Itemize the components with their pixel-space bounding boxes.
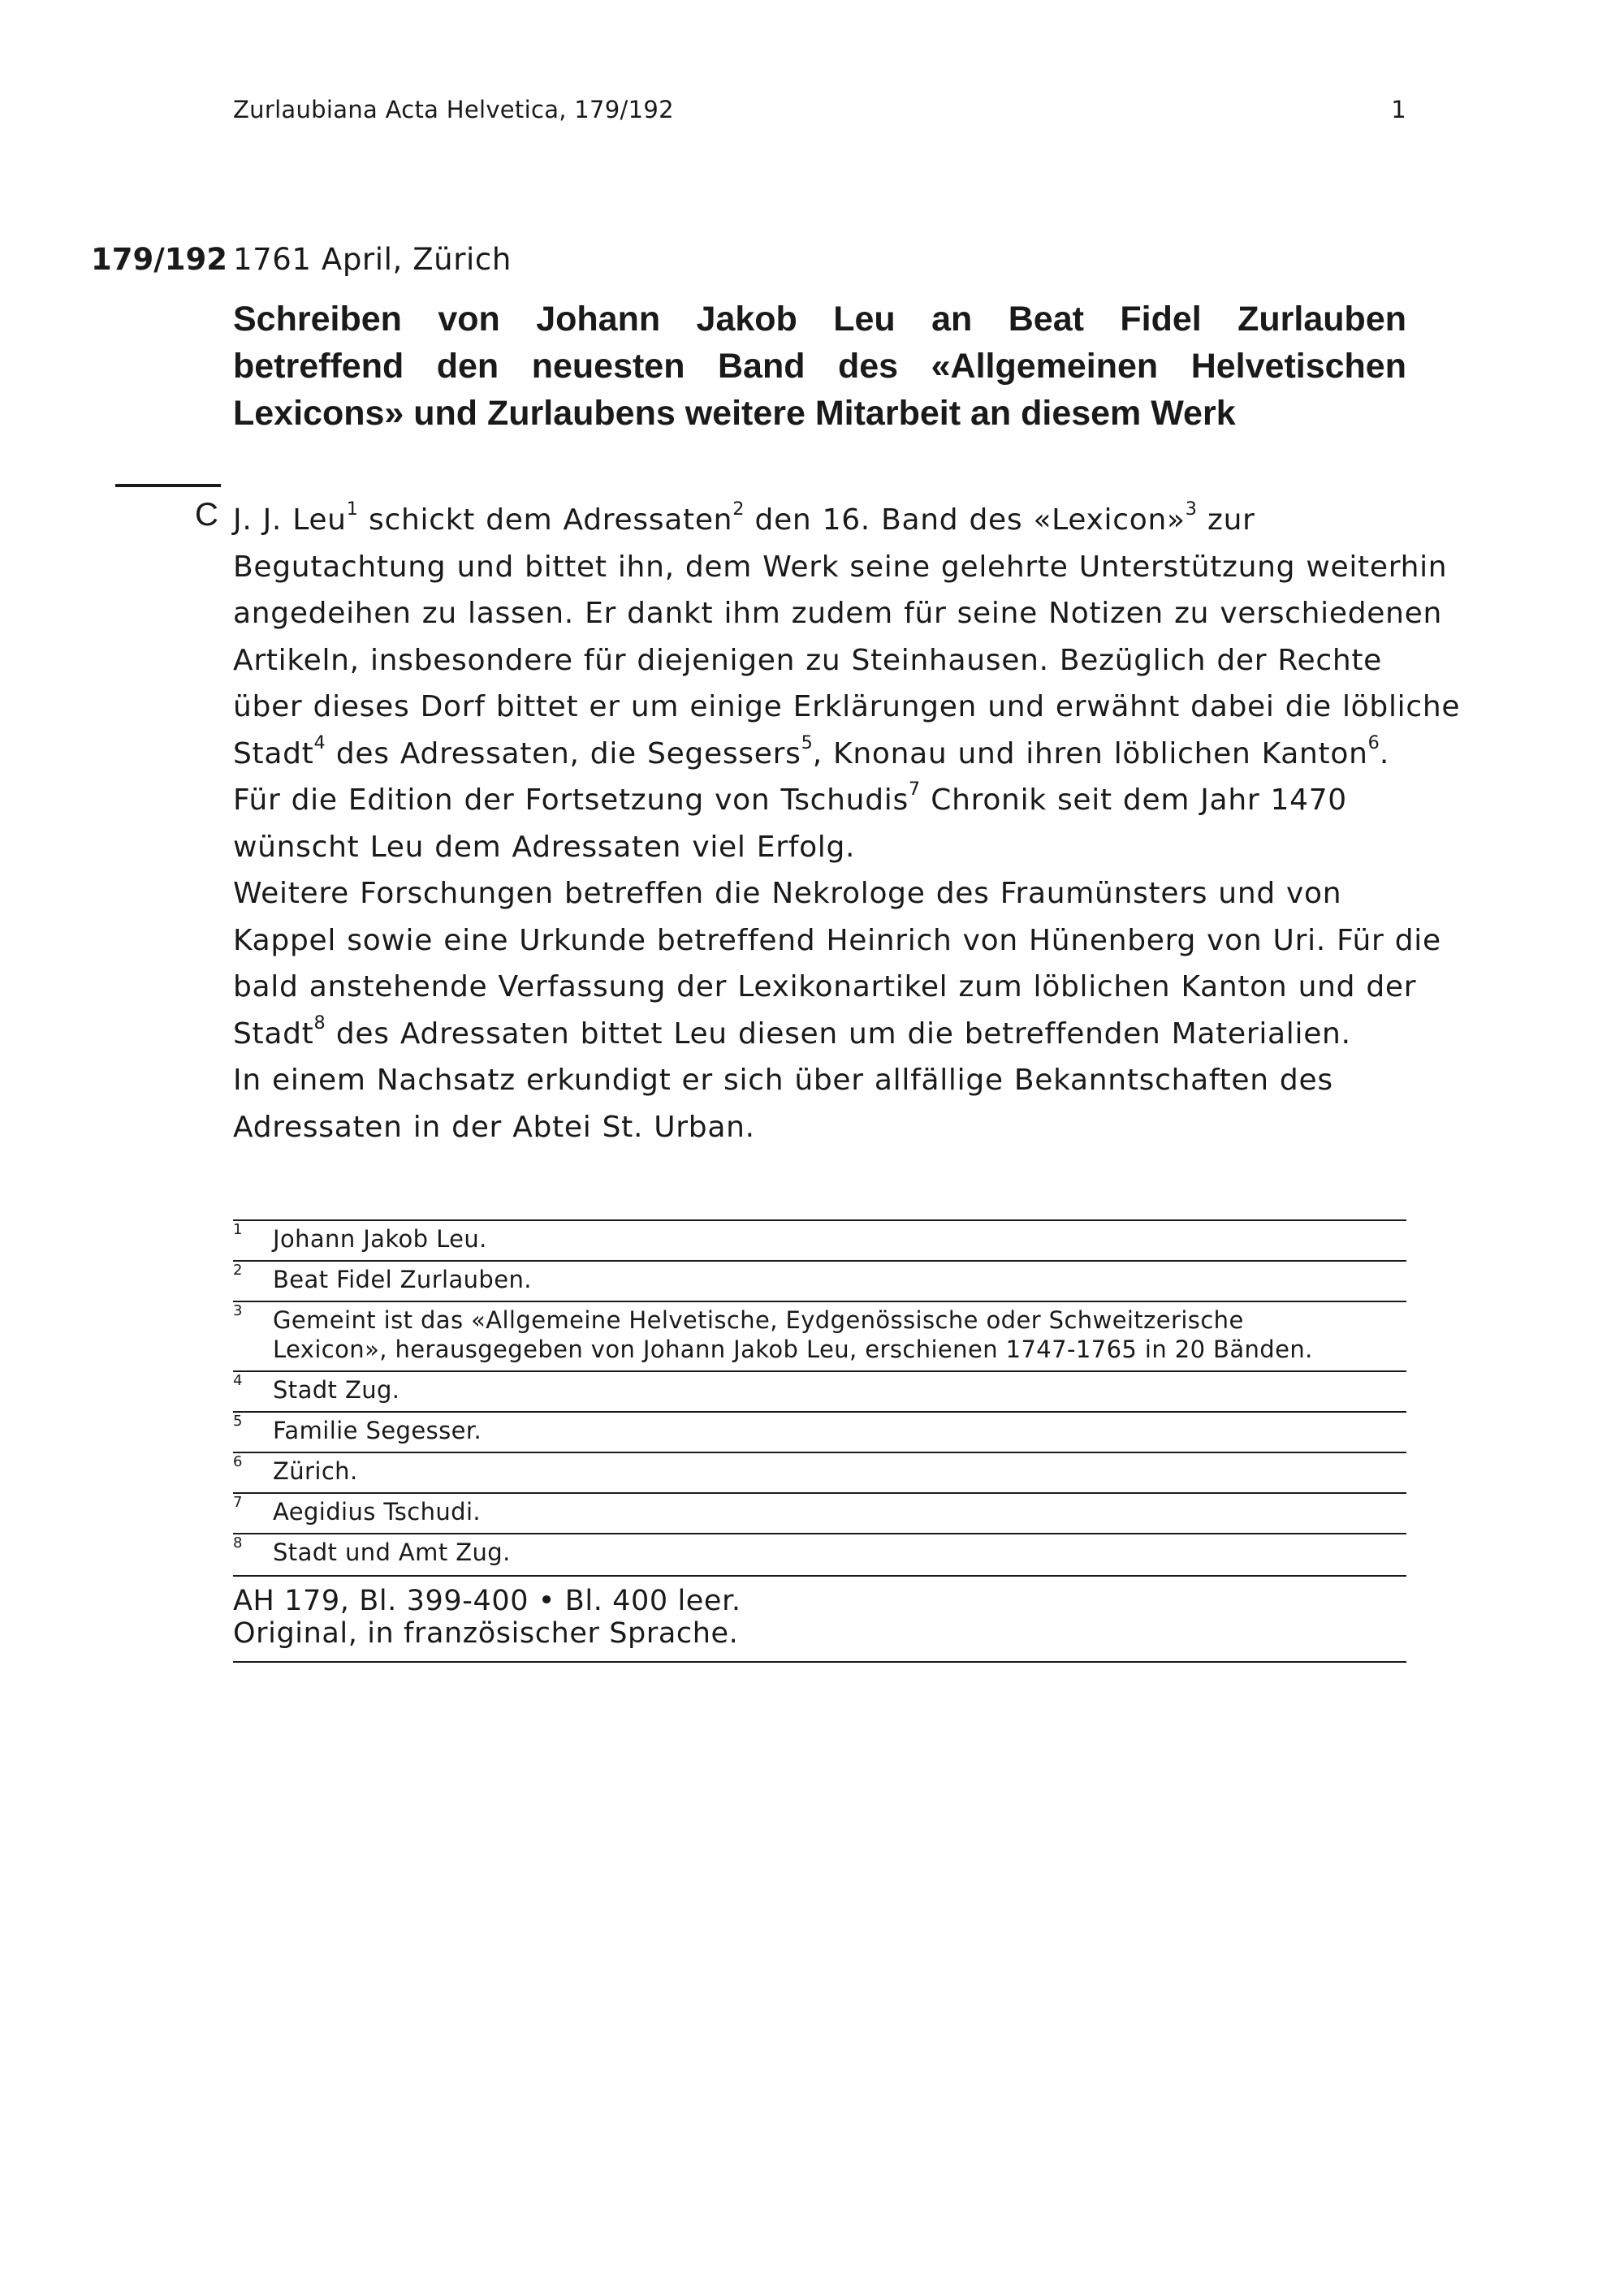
footnote-text: Zürich. xyxy=(273,1457,358,1485)
footnote-ref: 8 xyxy=(313,1012,326,1034)
footnote-text: Lexicon», herausgegeben von Johann Jakob Leu, erschienen 1747-1765 in 20 Bänden. xyxy=(273,1336,1313,1363)
footnote xyxy=(233,1301,1406,1370)
summary-line: wünscht Leu dem Adressaten viel Erfolg. xyxy=(233,830,856,864)
footnote-text: Familie Segesser. xyxy=(273,1417,482,1444)
footnote-text: Gemeint ist das «Allgemeine Helvetische, Eydgenössische oder Schweitzerische xyxy=(273,1306,1244,1334)
page-number: 1 xyxy=(1391,96,1406,123)
footnote-number: 2 xyxy=(233,1262,243,1279)
summary-line: angedeihen zu lassen. Er dankt ihm zudem für seine Notizen zu verschiedenen xyxy=(233,597,1442,630)
source-note xyxy=(233,1575,1406,1663)
summary-line: Artikeln, insbesondere für diejenigen zu Steinhausen. Bezüglich der Rechte xyxy=(233,643,1383,677)
summary-line: über dieses Dorf bittet er um einige Erklärungen und erwähnt dabei die löbliche xyxy=(233,690,1461,723)
summary-line: Stadt$^4$ des Adressaten, die Segessers$^5$, Knonau und ihren löblichen Kanton$^6$. xyxy=(233,732,1389,770)
summary-text xyxy=(233,497,1461,1150)
running-header xyxy=(233,96,1406,128)
footnote-ref: 3 xyxy=(1185,498,1197,520)
summary-line: Adressaten in der Abtei St. Urban. xyxy=(233,1110,755,1144)
footnote-ref: 2 xyxy=(732,498,745,520)
summary-line: Weitere Forschungen betreffen die Nekrologe des Fraumünsters und von xyxy=(233,877,1342,910)
document-number: 179/192 xyxy=(91,242,227,277)
footnote-text: Aegidius Tschudi. xyxy=(273,1498,482,1526)
footnote-number: 1 xyxy=(233,1221,243,1238)
running-title: Zurlaubiana Acta Helvetica, 179/192 xyxy=(233,96,674,123)
title-line: Lexicons» und Zurlaubens weitere Mitarbeit an diesem Werk xyxy=(233,394,1236,433)
summary-line: Begutachtung und bittet ihn, dem Werk seine gelehrte Unterstützung weiterhin xyxy=(233,550,1448,584)
footnote xyxy=(233,1452,1406,1492)
footnote-text: Johann Jakob Leu. xyxy=(273,1225,487,1253)
source-line: AH 179, Bl. 399-400 • Bl. 400 leer. xyxy=(233,1585,741,1617)
summary-line: J. J. Leu$^1$ schickt dem Adressaten$^2$ den 16. Band des «Lexicon»$^3$ zur xyxy=(233,498,1255,537)
summary-line: Stadt$^8$ des Adressaten bittet Leu diesen um die betreffenden Materialien. xyxy=(233,1012,1351,1051)
footnote-ref: 5 xyxy=(801,732,813,753)
footnote-number: 4 xyxy=(233,1372,243,1389)
summary-line: Für die Edition der Fortsetzung von Tschudis$^7$ Chronik seit dem Jahr 1470 xyxy=(233,779,1347,817)
footnote xyxy=(233,1492,1406,1533)
footnote-number: 6 xyxy=(233,1453,243,1470)
title-line: Schreiben von Johann Jakob Leu an Beat Fidel Zurlauben xyxy=(233,300,1406,339)
footnote xyxy=(233,1533,1406,1573)
footnote-ref: 4 xyxy=(313,732,326,753)
footnote-ref: 7 xyxy=(908,779,921,801)
footnote-number: 8 xyxy=(233,1534,243,1552)
summary-line: In einem Nachsatz erkundigt er sich über allfällige Bekanntschaften des xyxy=(233,1064,1333,1097)
section-rule xyxy=(115,484,221,487)
document-dateline: 1761 April, Zürich xyxy=(233,242,512,277)
summary-marker: C xyxy=(195,497,218,533)
footnote-text: Stadt Zug. xyxy=(273,1376,400,1404)
document-title xyxy=(233,296,1406,437)
title-line: betreffend den neuesten Band des «Allgemeinen Helvetischen xyxy=(233,347,1406,386)
footnote-ref: 6 xyxy=(1367,732,1380,753)
footnotes xyxy=(233,1219,1406,1573)
footnote-text: Beat Fidel Zurlauben. xyxy=(273,1266,532,1293)
footnote xyxy=(233,1411,1406,1452)
footnote-number: 7 xyxy=(233,1494,243,1511)
footnote xyxy=(233,1370,1406,1411)
footnote-number: 5 xyxy=(233,1413,243,1430)
summary-line: Kappel sowie eine Urkunde betreffend Heinrich von Hünenberg von Uri. Für die xyxy=(233,923,1441,957)
footnote xyxy=(233,1219,1406,1260)
footnote-text: Stadt und Amt Zug. xyxy=(273,1539,511,1566)
source-line: Original, in französischer Sprache. xyxy=(233,1617,739,1650)
footnote-number: 3 xyxy=(233,1302,243,1319)
footnote xyxy=(233,1260,1406,1301)
footnote-ref: 1 xyxy=(346,498,358,520)
summary-line: bald anstehende Verfassung der Lexikonartikel zum löblichen Kanton und der xyxy=(233,970,1417,1003)
